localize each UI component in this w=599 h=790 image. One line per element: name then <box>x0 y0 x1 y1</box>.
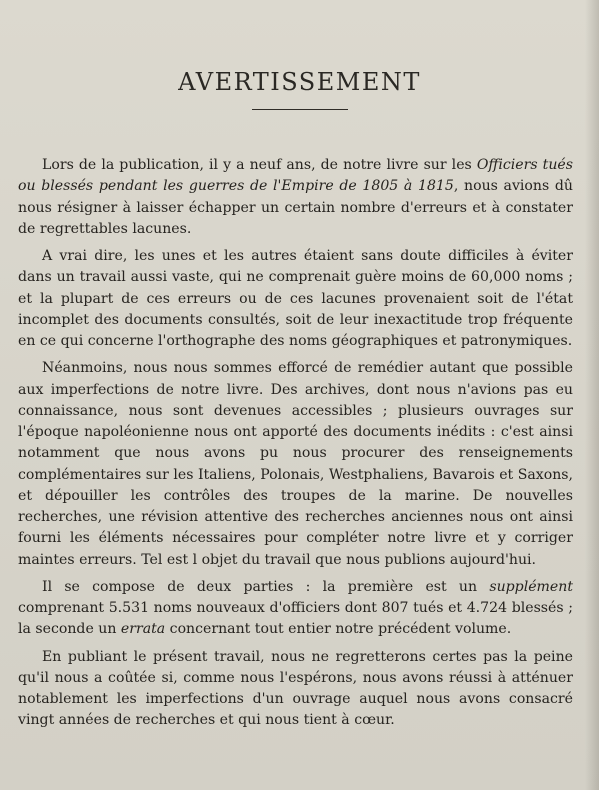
text-segment: Lors de la publication, il y a neuf ans, de notre livre sur les <box>42 157 477 173</box>
italic-book-title: Officiers tués ou blessés pendant les guerres de l'Empire de 1805 à 1815 <box>18 157 573 195</box>
paragraph-2 <box>18 246 573 352</box>
body-text <box>18 155 573 738</box>
text-segment: comprenant 5.531 noms nouveaux d'officiers dont 807 tués et 4.724 blessés ; la seconde un <box>18 600 573 638</box>
text-segment: En publiant le présent travail, nous ne regretterons certes pas la peine qu'il nous a coûtée si, comme nous l'espérons, nous avons réussi à atténuer notablement les imperfections d'un ouvrage auquel nous avons consacré vingt années de recherches et qui nous tient à cœur. <box>18 648 573 729</box>
paragraph-3 <box>18 358 573 571</box>
text-segment: , nous avions dû nous résigner à laisser échapper un certain nombre d'erreurs et à constater de regrettables lacunes. <box>18 178 573 237</box>
paragraph-5 <box>18 647 573 732</box>
page-edge-shadow <box>585 0 599 790</box>
text-segment: A vrai dire, les unes et les autres étaient sans doute difficiles à éviter dans un travail aussi vaste, qui ne comprenait guère moins de 60,000 noms ; et la plupart de ces erreurs ou de ces lacunes provenaient soit de l'état incomplet des documents consultés, soit de leur inexactitude trop fréquente en ce qui concerne l'orthographe des noms géographiques et patronymiques. <box>18 248 573 349</box>
text-segment: Néanmoins, nous nous sommes efforcé de remédier autant que possible aux imperfections de notre livre. Des archives, dont nous n'avions pas eu connaissance, nous sont devenues accessibles ; plusieurs ouvrages sur l'époque napoléonienne nous ont apporté des documents inédits : c'est ainsi notamment que nous avons pu nous procurer des renseignements complémentaires sur les Italiens, Polonais, Westphaliens, Bavarois et Saxons, et dépouiller les contrôles des troupes de la marine. De nouvelles recherches, une révision attentive des recherches anciennes nous ont ainsi fourni les éléments nécessaires pour compléter notre livre et y corriger maintes erreurs. Tel est l objet du travail que nous publions aujourd'hui. <box>18 360 573 568</box>
title-divider <box>252 109 348 110</box>
italic-errata: errata <box>120 621 166 638</box>
paragraph-1 <box>18 155 573 240</box>
text-segment: Il se compose de deux parties : la première est un <box>42 578 490 595</box>
paragraph-4 <box>18 577 573 641</box>
page-title: AVERTISSEMENT <box>178 68 421 97</box>
italic-supplement: supplément <box>489 578 573 595</box>
text-segment: concernant tout entier notre précédent volume. <box>165 621 512 638</box>
